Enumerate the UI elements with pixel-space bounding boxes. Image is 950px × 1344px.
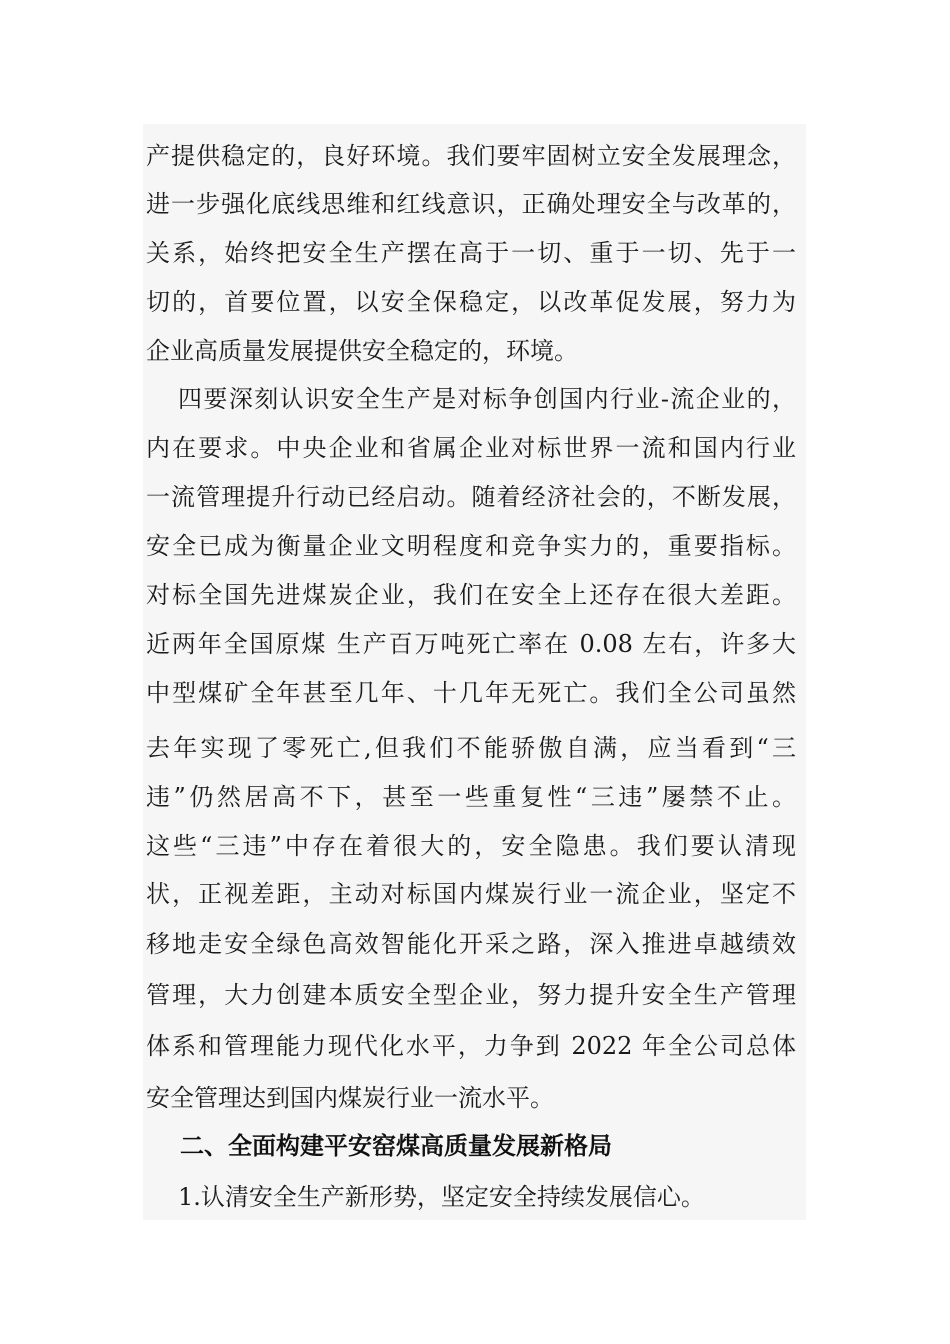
paragraph-line: 近两年全国原煤 生产百万吨死亡率在 0.08 左右，许多大 (146, 630, 796, 658)
paragraph-line: 安全管理达到国内煤炭行业一流水平。 (146, 1084, 554, 1112)
paragraph-line: 去年实现了零死亡,但我们不能骄傲自满，应当看到“三 (146, 734, 796, 762)
paragraph-line: 对标全国先进煤炭企业，我们在安全上还存在很大差距。 (146, 581, 796, 609)
paragraph-line: 内在要求。中央企业和省属企业对标世界一流和国内行业 (146, 434, 796, 462)
paragraph-line: 安全已成为衡量企业文明程度和竞争实力的，重要指标。 (146, 532, 796, 560)
paragraph-line: 关系，始终把安全生产摆在高于一切、重于一切、先于一 (146, 239, 796, 267)
paragraph-line: 状，正视差距，主动对标国内煤炭行业一流企业，坚定不 (146, 880, 796, 908)
paragraph-line: 一流管理提升行动已经启动。随着经济社会的，不断发展， (146, 483, 796, 511)
paragraph-line: 中型煤矿全年甚至几年、十几年无死亡。我们全公司虽然 (146, 679, 796, 707)
paragraph-line: 企业高质量发展提供安全稳定的，环境。 (146, 337, 578, 365)
paragraph-first-line: 四要深刻认识安全生产是对标争创国内行业-流企业的， (178, 385, 796, 413)
paragraph-line: 体系和管理能力现代化水平，力争到 2022 年全公司总体 (146, 1032, 796, 1060)
paragraph-line: 切的，首要位置，以安全保稳定，以改革促发展，努力为 (146, 288, 796, 316)
section-heading: 二、全面构建平安窑煤高质量发展新格局 (180, 1132, 612, 1160)
paragraph-line: 移地走安全绿色高效智能化开采之路，深入推进卓越绩效 (146, 930, 796, 958)
paragraph-line: 进一步强化底线思维和红线意识，正确处理安全与改革的， (146, 190, 796, 218)
subsection-heading: 1.认清安全生产新形势，坚定安全持续发展信心。 (178, 1183, 705, 1211)
paragraph-line: 这些“三违”中存在着很大的，安全隐患。我们要认清现 (146, 832, 796, 860)
paragraph-line: 产提供稳定的，良好环境。我们要牢固树立安全发展理念， (146, 142, 796, 170)
paragraph-line: 违”仍然居高不下，甚至一些重复性“三违”屡禁不止。 (146, 783, 796, 811)
paragraph-line: 管理，大力创建本质安全型企业，努力提升安全生产管理 (146, 981, 796, 1009)
